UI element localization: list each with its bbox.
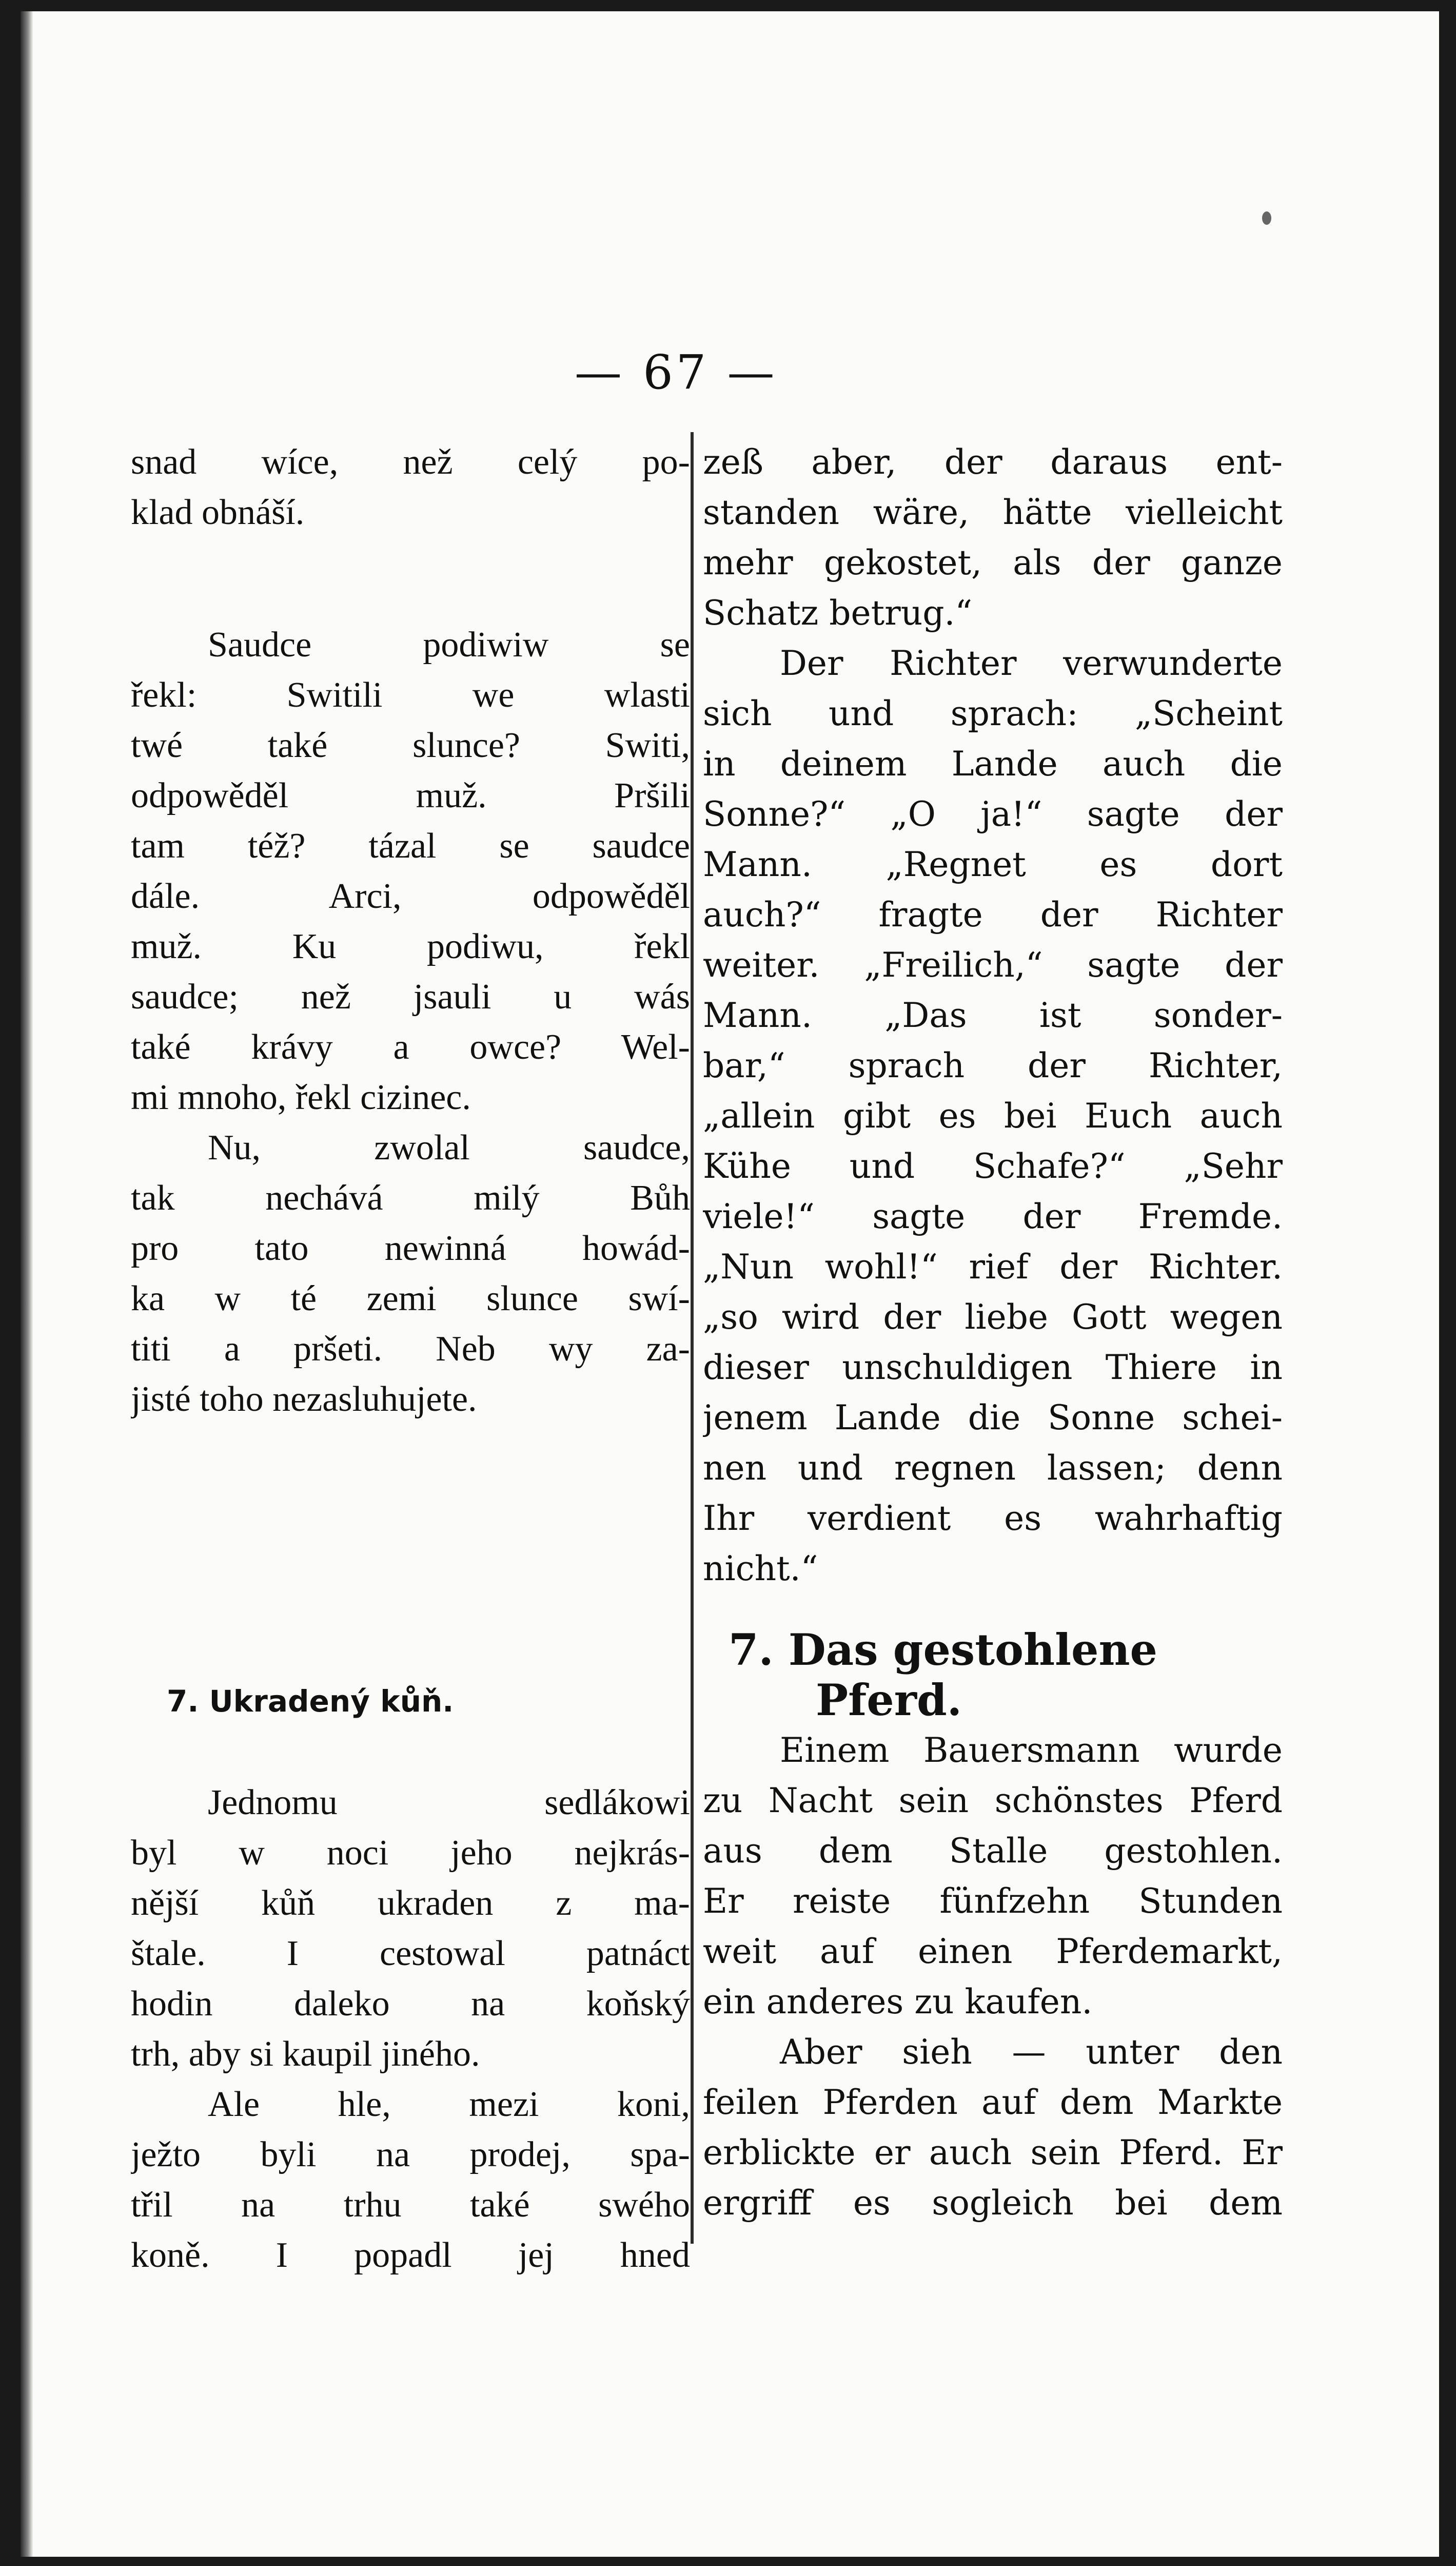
text-line: nen und regnen lassen; denn <box>703 1448 1283 1488</box>
text-line: aus dem Stalle gestohlen. <box>703 1831 1283 1871</box>
text-line: zu Nacht sein schönstes Pferd <box>703 1781 1283 1820</box>
text-line: snad wíce, než celý po- <box>131 442 690 482</box>
text-line: dále. Arci, odpowěděl <box>131 877 690 916</box>
text-line: koně. I popadl jej hned <box>131 2235 690 2275</box>
text-line: Nu, zwolal saudce, <box>208 1128 690 1168</box>
text-line: Schatz betrug.“ <box>703 593 973 633</box>
text-line: Ale hle, mezi koni, <box>208 2085 690 2124</box>
text-line: tam též? tázal se saudce <box>131 826 690 866</box>
ink-speck <box>1262 211 1271 225</box>
text-line: standen wäre, hätte vielleicht <box>703 493 1283 532</box>
text-line: nicht.“ <box>703 1549 818 1588</box>
text-line: jenem Lande die Sonne schei- <box>703 1398 1283 1437</box>
text-line: jisté toho nezasluhujete. <box>131 1379 477 1419</box>
paragraph-gap <box>131 1425 690 1527</box>
text-line: Der Richter verwunderte <box>780 644 1283 683</box>
text-line: Sonne?“ „O ja!“ sagte der <box>703 794 1283 834</box>
text-line: Saudce podiwiw se <box>208 625 690 665</box>
text-line: Aber sieh — unter den <box>780 2032 1283 2072</box>
text-line: tak nechává milý Bůh <box>131 1178 690 1218</box>
text-line: klad obnáší. <box>131 493 305 532</box>
text-line: „so wird der liebe Gott wegen <box>703 1297 1283 1337</box>
heading-gap <box>131 1726 690 1778</box>
text-line: ein anderes zu kaufen. <box>703 1982 1093 2021</box>
text-line: ka w té zemi slunce swí- <box>131 1279 690 1318</box>
text-line: Mann. „Das ist sonder- <box>703 996 1283 1035</box>
text-line: ergriff es sogleich bei dem <box>703 2183 1283 2223</box>
heading-spacer <box>131 1527 690 1676</box>
text-line: odpowěděl muž. Pršili <box>131 776 690 815</box>
text-line: ježto byli na prodej, spa- <box>131 2135 690 2174</box>
text-line: muž. Ku podiwu, řekl <box>131 927 690 966</box>
text-line: nější kůň ukraden z ma- <box>131 1883 690 1923</box>
text-line: pro tato newinná howád- <box>131 1229 690 1268</box>
text-line: třil na trhu také swého <box>131 2185 690 2225</box>
paragraph-gap <box>131 538 690 620</box>
book-spine <box>21 11 33 2557</box>
heading-gap <box>703 1594 1283 1625</box>
text-line: byl w noci jeho nejkrás- <box>131 1833 690 1873</box>
text-line: Mann. „Regnet es dort <box>703 845 1283 884</box>
text-line: Ihr verdient es wahrhaftig <box>703 1499 1283 1538</box>
text-line: Kühe und Schafe?“ „Sehr <box>703 1146 1283 1186</box>
column-divider <box>691 432 694 2244</box>
text-line: saudce; než jsauli u wás <box>131 977 690 1017</box>
text-line: „allein gibt es bei Euch auch <box>703 1096 1283 1136</box>
section-heading-czech: 7. Ukradený kůň. <box>167 1684 454 1719</box>
text-line: Jednomu sedlákowi <box>208 1783 690 1822</box>
text-line: štale. I cestowal patnáct <box>131 1934 690 1973</box>
text-line: řekl: Switili we wlasti <box>131 675 690 715</box>
text-line: „Nun wohl!“ rief der Richter. <box>703 1247 1283 1287</box>
text-line: také krávy a owce? Wel- <box>131 1027 690 1067</box>
text-line: sich und sprach: „Scheint <box>703 694 1283 733</box>
text-line: twé také slunce? Switi, <box>131 726 690 765</box>
german-column <box>703 437 1283 2285</box>
text-line: erblickte er auch sein Pferd. Er <box>703 2133 1283 2172</box>
czech-column <box>131 437 690 2285</box>
text-line: Er reiste fünfzehn Stunden <box>703 1881 1283 1921</box>
text-line: Einem Bauersmann wurde <box>780 1731 1283 1770</box>
text-line: zeß aber, der daraus ent- <box>703 442 1283 482</box>
page-number: — 67 — <box>575 345 778 400</box>
text-line: mi mnoho, řekl cizinec. <box>131 1078 471 1117</box>
book-page <box>21 11 1439 2557</box>
text-line: trh, aby si kaupil jiného. <box>131 2034 480 2074</box>
text-line: bar,“ sprach der Richter, <box>703 1046 1283 1085</box>
text-line: auch?“ fragte der Richter <box>703 895 1283 935</box>
text-line: weiter. „Freilich,“ sagte der <box>703 945 1283 985</box>
section-heading-german-cont: Pferd. <box>816 1675 962 1725</box>
text-line: weit auf einen Pferdemarkt, <box>703 1932 1283 1971</box>
text-line: titi a pršeti. Neb wy za- <box>131 1329 690 1369</box>
text-line: dieser unschuldigen Thiere in <box>703 1348 1283 1387</box>
text-line: feilen Pferden auf dem Markte <box>703 2083 1283 2122</box>
text-line: mehr gekostet, als der ganze <box>703 543 1283 582</box>
section-heading-german: 7. Das gestohlene <box>729 1624 1157 1675</box>
text-line: hodin daleko na koňský <box>131 1984 690 2024</box>
text-line: in deinem Lande auch die <box>703 744 1283 784</box>
text-line: viele!“ sagte der Fremde. <box>703 1197 1283 1236</box>
